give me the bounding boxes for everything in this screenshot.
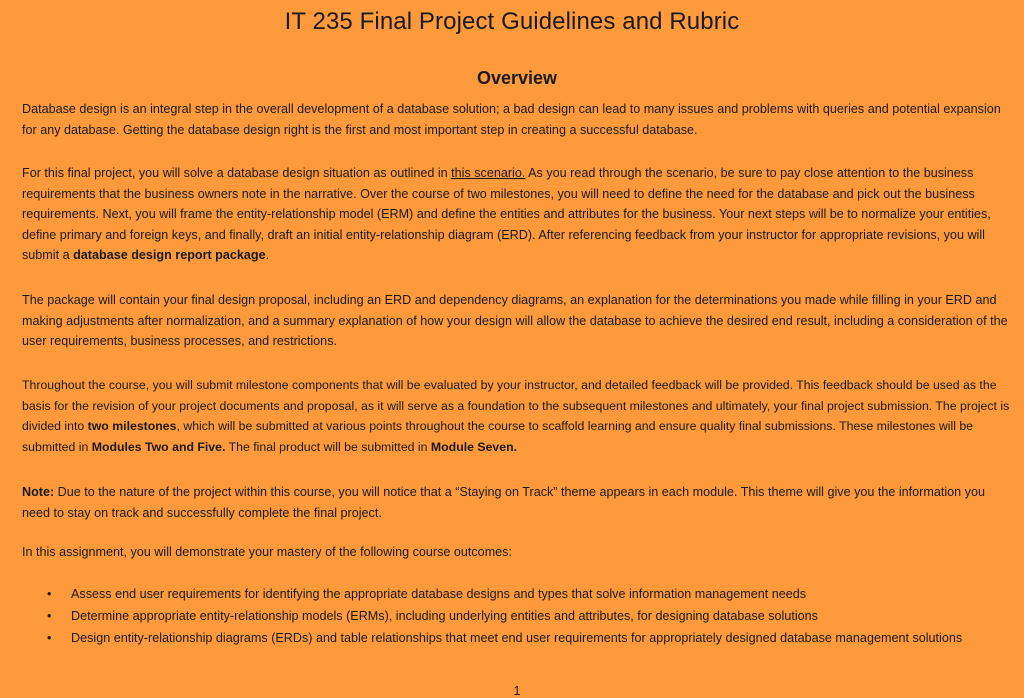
course-outcomes-list [22,584,1012,650]
bullet-icon: • [47,587,52,601]
outcome-text: Design entity-relationship diagrams (ERDs) and table relationships that meet end user requirements for appropriately designed database management solutions [71,631,963,645]
page-number: 1 [513,684,521,698]
p4-text-2: , which will be submitted at various points throughout the course to scaffold learning and ensure quality final submissions. These milestones will be submitted in [22,419,974,454]
outcomes-intro-paragraph: In this assignment, you will demonstrate your mastery of the following course outcomes: [22,545,512,559]
package-contents-paragraph: The package will contain your final design proposal, including an ERD and dependency diagrams, an explanation for the determinations you made while filling in your ERD and making adjustments after normalization, and a summary explanation of how your design will allow the database to achieve the desired end result, including a consideration of the user requirements, business processes, and restrictions. [22,293,1008,348]
p2-text-before-link: For this final project, you will solve a database design situation as outlined in [22,166,452,180]
outcome-text: Assess end user requirements for identifying the appropriate database designs and types that solve information management needs [71,587,807,601]
bullet-icon: • [47,609,52,623]
outcome-text: Determine appropriate entity-relationship models (ERMs), including underlying entities and attributes, for designing database solutions [71,609,818,623]
overview-heading: Overview [476,68,558,88]
p4-text-3: The final product will be submitted in [225,439,431,454]
modules-two-five-bold: Modules Two and Five. [91,439,226,454]
bullet-icon: • [47,631,52,645]
two-milestones-bold: two milestones [87,419,177,433]
p2-text-end: . [265,248,270,262]
list-item [22,584,1012,604]
module-seven-bold: Module Seven. [430,439,518,454]
project-description-paragraph [22,163,1016,266]
note-text: Due to the nature of the project within this course, you will notice that a “Staying on Track” theme appears in each module. This theme will give you the information you need to stay on track and successfully complete the final project. [22,485,985,520]
milestones-paragraph [22,375,1016,457]
note-paragraph [22,482,1016,523]
p4-text-1: Throughout the course, you will submit milestone components that will be evaluated by your instructor, and detailed feedback will be provided. This feedback should be used as the basis for the revision of your project documents and proposal, as it will serve as a foundation to the subsequent milestones and ultimately, your final project submission. The project is divided into [22,378,1010,433]
document-title: IT 235 Final Project Guidelines and Rubric [284,8,740,35]
scenario-link[interactable]: this scenario. [451,166,526,180]
report-package-bold: database design report package [73,248,266,262]
intro-paragraph: Database design is an integral step in the overall development of a database solution; a bad design can lead to many issues and problems with queries and potential expansion for any database. Getting the database design right is the first and most important step in creating a successful database. [22,102,1001,137]
p2-text-after-link: As you read through the scenario, be sure to pay close attention to the business requirements that the business owners note in the narrative. Over the course of two milestones, you will need to define the need for the database and pick out the business requirements. Next, you will frame the entity-relationship model (ERM) and define the entities and attributes for the business. Your next steps will be to normalize your entities, define primary and foreign keys, and finally, draft an initial entity-relationship diagram (ERD). After referencing feedback from your instructor for appropriate revisions, you will submit a [22,166,991,262]
list-item [22,606,1012,626]
list-item [22,628,1012,648]
note-label: Note: [22,485,55,499]
